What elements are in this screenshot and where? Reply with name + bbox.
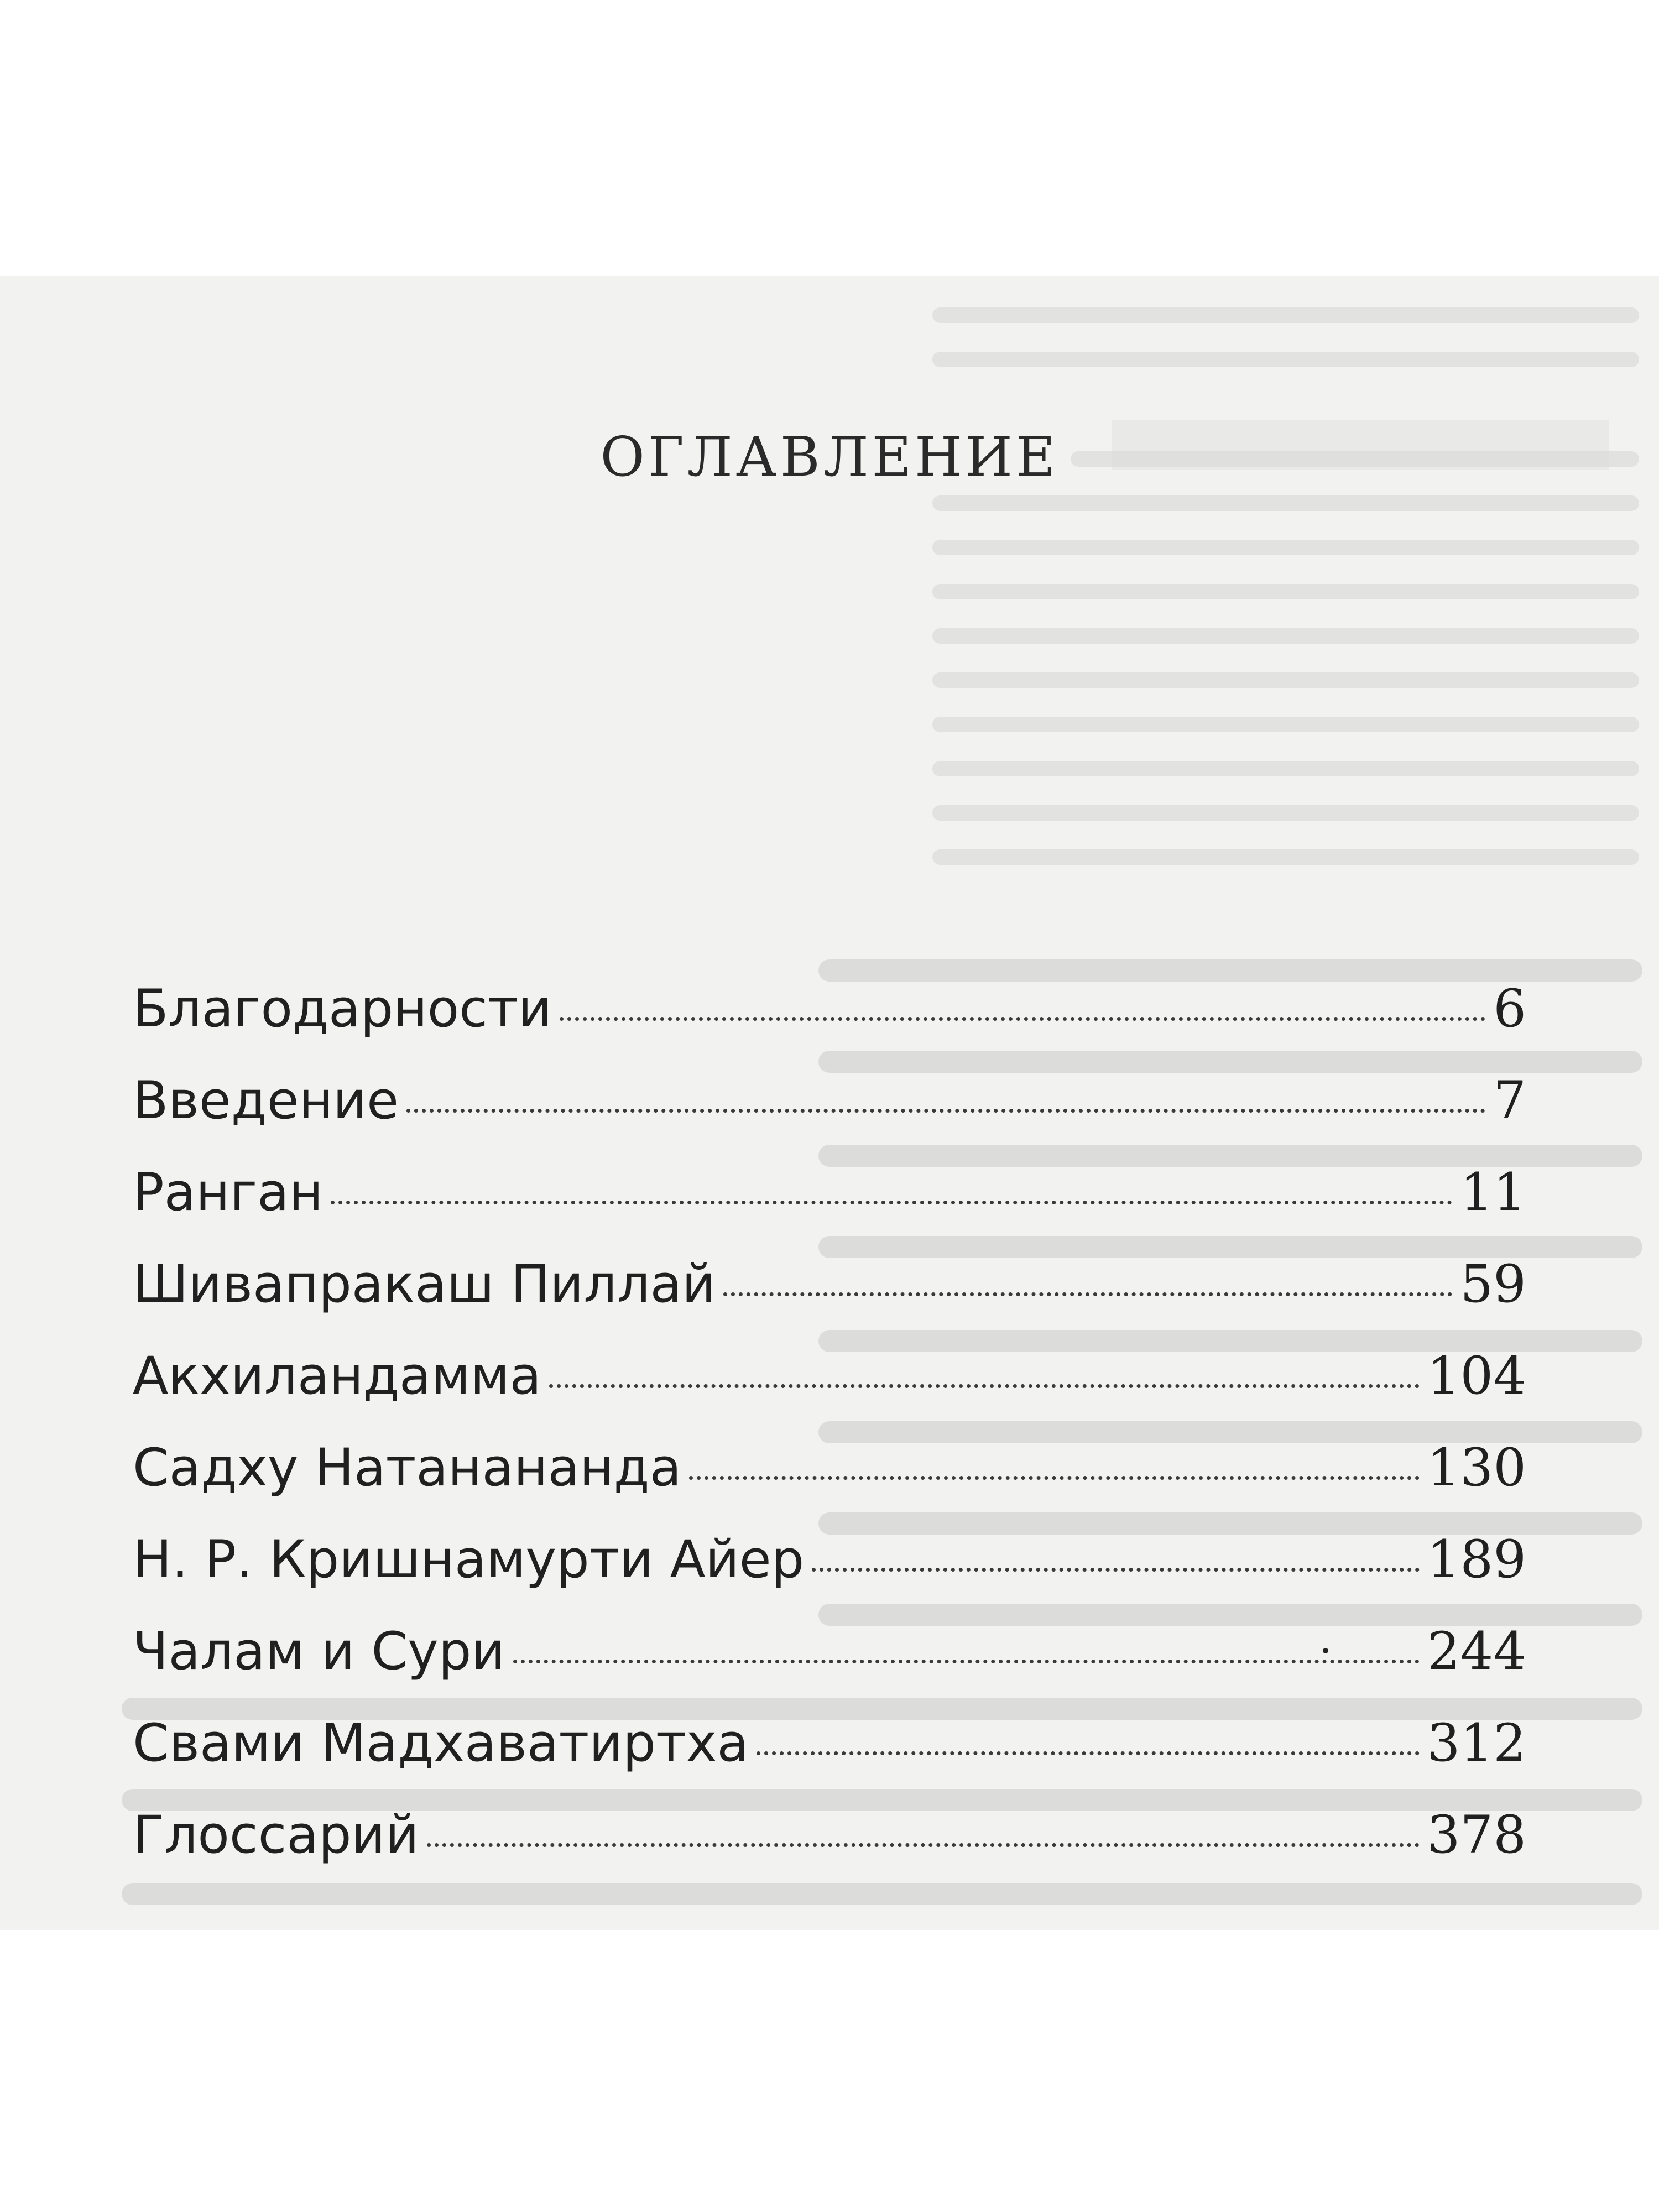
dot-leader bbox=[331, 1201, 1452, 1204]
toc-entry-page: 312 bbox=[1427, 1713, 1526, 1773]
toc-entry[interactable] bbox=[133, 1621, 1526, 1713]
toc-entry-label: Ранган bbox=[133, 1162, 324, 1223]
dot-leader bbox=[757, 1751, 1420, 1755]
toc-entry[interactable] bbox=[133, 1071, 1526, 1162]
toc-entry-page: 59 bbox=[1460, 1254, 1526, 1314]
toc-entry[interactable] bbox=[133, 1805, 1526, 1897]
book-page bbox=[0, 276, 1659, 1930]
toc-entry-page: 244 bbox=[1427, 1621, 1526, 1682]
toc-entry-page: 378 bbox=[1427, 1805, 1526, 1865]
toc-entry[interactable] bbox=[133, 1254, 1526, 1346]
dot-leader bbox=[560, 1017, 1485, 1021]
toc-entry-page: 189 bbox=[1427, 1530, 1526, 1590]
toc-entry-label: Шивапракаш Пиллай bbox=[133, 1254, 716, 1314]
toc-entry-label: Садху Натанананда bbox=[133, 1438, 682, 1498]
toc-entry-label: Н. Р. Кришнамурти Айер bbox=[133, 1530, 805, 1590]
dot-leader bbox=[723, 1292, 1452, 1296]
toc-entry[interactable] bbox=[133, 1713, 1526, 1805]
toc-entry-label: Свами Мадхаватиртха bbox=[133, 1713, 749, 1773]
toc-entry[interactable] bbox=[133, 979, 1526, 1071]
print-speck bbox=[1323, 1648, 1328, 1653]
toc-entry-page: 130 bbox=[1427, 1438, 1526, 1498]
toc-entry[interactable] bbox=[133, 1162, 1526, 1254]
table-of-contents bbox=[133, 979, 1526, 1897]
dot-leader bbox=[427, 1843, 1420, 1847]
toc-entry-label: Акхиландамма bbox=[133, 1346, 541, 1406]
dot-leader bbox=[549, 1384, 1420, 1388]
toc-entry[interactable] bbox=[133, 1346, 1526, 1438]
toc-entry-label: Глоссарий bbox=[133, 1805, 419, 1865]
toc-entry-label: Введение bbox=[133, 1071, 399, 1131]
toc-entry-page: 7 bbox=[1493, 1071, 1526, 1131]
dot-leader bbox=[689, 1476, 1419, 1480]
dot-leader bbox=[513, 1660, 1420, 1663]
toc-entry-page: 6 bbox=[1493, 979, 1526, 1039]
toc-entry-label: Благодарности bbox=[133, 979, 552, 1039]
toc-entry[interactable] bbox=[133, 1438, 1526, 1530]
toc-entry-page: 104 bbox=[1427, 1346, 1526, 1406]
dot-leader bbox=[406, 1109, 1485, 1113]
contents-title: ОГЛАВЛЕНИЕ bbox=[600, 426, 1059, 489]
toc-entry[interactable] bbox=[133, 1530, 1526, 1621]
dot-leader bbox=[812, 1568, 1419, 1572]
toc-entry-label: Чалам и Сури bbox=[133, 1621, 505, 1682]
toc-entry-page: 11 bbox=[1460, 1162, 1526, 1223]
